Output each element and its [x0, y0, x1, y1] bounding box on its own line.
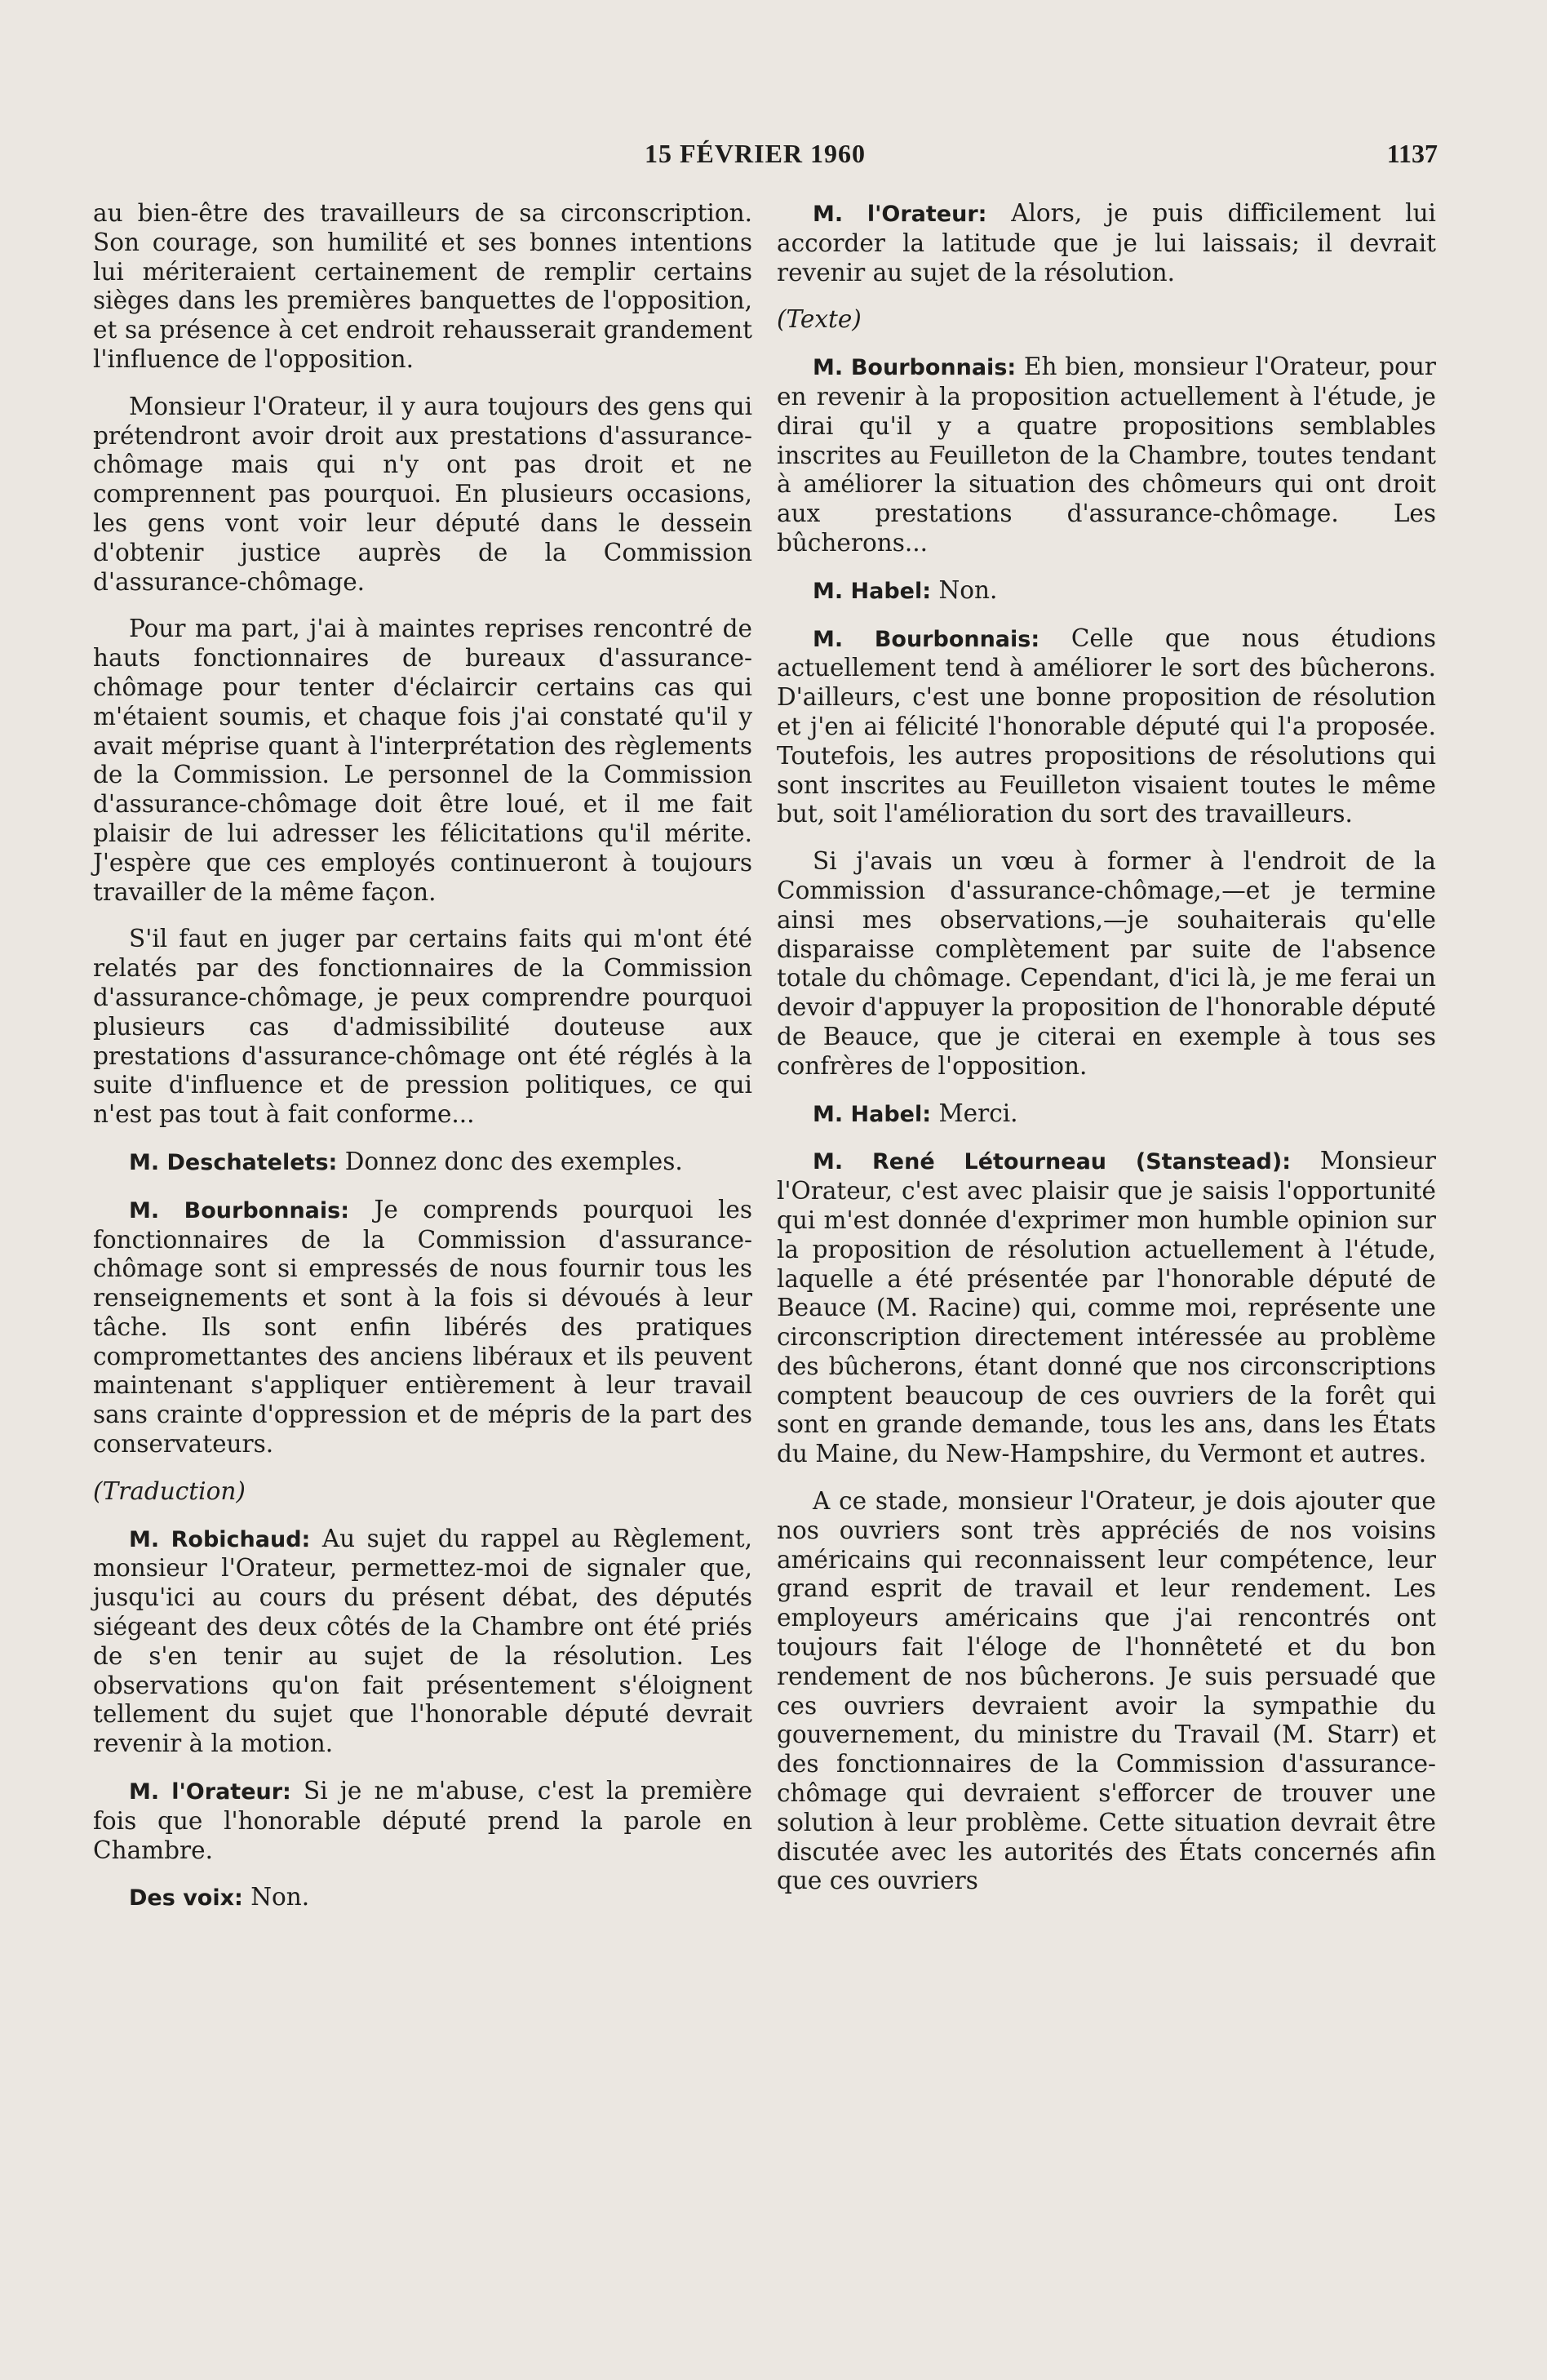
paragraph-text: au bien-être des travailleurs de sa circonscription. Son courage, son humilité et ses bonnes intentions lui mériteraient certainement de remplir certains sièges dans les premières banquettes de l'opposition, et sa présence à cet endroit rehausserait grandement l'influence de l'opposition.: [93, 199, 752, 373]
paragraph-text: Monsieur l'Orateur, c'est avec plaisir que je saisis l'opportunité qui m'est donnée d'exprimer mon humble opinion sur la proposition de résolution actuellement à l'étude, laquelle a été présentée par l'honorable député de Beauce (M. Racine) qui, comme moi, représente une circonscription directement intéressée au problème des bûcherons, étant donné que nos circonscriptions comptent beaucoup de ces ouvriers de la forêt qui sont en grande demande, tous les ans, dans les États du Maine, du New-Hampshire, du Vermont et autres.: [777, 1147, 1436, 1468]
paragraph: [93, 1525, 752, 1759]
speaker-name: M. Habel:: [813, 578, 932, 604]
paragraph-text: Non.: [250, 1883, 310, 1912]
speaker-name: M. Bourbonnais:: [813, 355, 1017, 381]
right-column: [777, 199, 1436, 1914]
speaker-name: M. l'Orateur:: [129, 1779, 291, 1805]
paragraph: [777, 1099, 1436, 1130]
paragraph-text: Pour ma part, j'ai à maintes reprises rencontré de hauts fonctionnaires de bureaux d'assurance-chômage pour tenter d'éclaircir certains cas qui m'étaient soumis, et chaque fois j'ai constaté qu'il y avait méprise quant à l'interprétation des règlements de la Commission. Le personnel de la Commission d'assurance-chômage doit être loué, et il me fait plaisir de lui adresser les félicitations qu'il mérite. J'espère que ces employés continueront à toujours travailler de la même façon.: [93, 615, 752, 906]
paragraph-text: Donnez donc des exemples.: [344, 1147, 683, 1175]
paragraph: [777, 576, 1436, 606]
paragraph: [777, 305, 1436, 335]
paragraph-text: Si j'avais un vœu à former à l'endroit de la Commission d'assurance-chômage,—et je termine ainsi mes observations,—je souhaiterais qu'elle disparaisse complètement par suite de l'absence totale du chômage. Cependant, d'ici là, je me ferai un devoir d'appuyer la proposition de l'honorable député de Beauce, que je citerai en exemple à tous ses confrères de l'opposition.: [777, 847, 1436, 1080]
paragraph-text: Au sujet du rappel au Règlement, monsieur l'Orateur, permettez-moi de signaler que, jusqu'ici au cours du présent débat, des députés siégeant des deux côtés de la Chambre ont été priés de s'en tenir au sujet de la résolution. Les observations qu'on fait présentement s'éloignent tellement du sujet que l'honorable député devrait revenir à la motion.: [93, 1524, 752, 1758]
paragraph: [93, 615, 752, 907]
paragraph: [93, 393, 752, 597]
speaker-name: M. Robichaud:: [129, 1526, 311, 1552]
left-column: [93, 199, 752, 1931]
language-note: (Traduction): [93, 1476, 246, 1505]
paragraph: [93, 1477, 752, 1507]
paragraph-text: Je comprends pourquoi les fonctionnaires de la Commission d'assurance-chômage sont si empressés de nous fournir tous les renseignements et sont à la fois si dévoués à leur tâche. Ils sont enfin libérés des pratiques compromettantes des anciens libéraux et ils peuvent maintenant s'appliquer entièrement à leur travail sans crainte d'oppression et de mépris de la part des conservateurs.: [93, 1195, 752, 1459]
speaker-name: M. Bourbonnais:: [813, 626, 1040, 652]
paragraph: [93, 1883, 752, 1913]
paragraph: [93, 1777, 752, 1865]
speaker-name: M. Bourbonnais:: [129, 1197, 350, 1223]
paragraph-text: Eh bien, monsieur l'Orateur, pour en revenir à la proposition actuellement à l'étude, je dirai qu'il y a quatre propositions semblables inscrites au Feuilleton de la Chambre, toutes tendant à améliorer la situation des chômeurs qui ont droit aux prestations d'assurance-chômage. Les bûcherons...: [777, 353, 1436, 557]
page-header: [0, 139, 1547, 175]
speaker-name: M. Deschatelets:: [129, 1149, 338, 1175]
paragraph: [777, 353, 1436, 558]
language-note: (Texte): [777, 305, 862, 334]
paragraph-text: Non.: [938, 575, 998, 604]
paragraph: [93, 1196, 752, 1459]
paragraph-text: Si je ne m'abuse, c'est la première fois que l'honorable député prend la parole en Chambre.: [93, 1777, 752, 1864]
speaker-name: Des voix:: [129, 1885, 243, 1912]
paragraph-text: Celle que nous étudions actuellement tend à améliorer le sort des bûcherons. D'ailleurs, c'est une bonne proposition de résolution et j'en ai félicité l'honorable député qui l'a proposée. Toutefois, les autres propositions de résolutions qui sont inscrites au Feuilleton visaient toutes le même but, soit l'amélioration du sort des travailleurs.: [777, 624, 1436, 828]
paragraph: [93, 1148, 752, 1178]
paragraph-text: Merci.: [938, 1099, 1018, 1127]
paragraph-text: S'il faut en juger par certains faits qui m'ont été relatés par des fonctionnaires de la Commission d'assurance-chômage, je peux comprendre pourquoi plusieurs cas d'admissibilité douteuse aux prestations d'assurance-chômage ont été réglés à la suite d'influence et de pression politiques, ce qui n'est pas tout à fait conforme...: [93, 925, 752, 1129]
paragraph: [777, 624, 1436, 830]
speaker-name: M. René Létourneau (Stanstead):: [813, 1149, 1292, 1175]
page-number: 1137: [1386, 139, 1438, 168]
page-date: 15 FÉVRIER 1960: [645, 139, 867, 168]
paragraph: [777, 847, 1436, 1081]
speaker-name: M. l'Orateur:: [813, 202, 987, 227]
paragraph: [777, 1147, 1436, 1469]
paragraph-text: Alors, je puis difficilement lui accorder la latitude que je lui laissais; il devrait revenir au sujet de la résolution.: [777, 199, 1436, 286]
speaker-name: M. Habel:: [813, 1101, 932, 1127]
paragraph-text: Monsieur l'Orateur, il y aura toujours des gens qui prétendront avoir droit aux prestations d'assurance-chômage mais qui n'y ont pas droit et ne comprennent pas pourquoi. En plusieurs occasions, les gens vont voir leur député dans le dessein d'obtenir justice auprès de la Commission d'assurance-chômage.: [93, 392, 752, 596]
paragraph: [93, 199, 752, 375]
paragraph-text: A ce stade, monsieur l'Orateur, je dois ajouter que nos ouvriers sont très appréciés de nos voisins américains qui reconnaissent leur compétence, leur grand esprit de travail et leur rendement. Les employeurs américains que j'ai rencontrés ont toujours fait l'éloge de l'honnêteté et du bon rendement de nos bûcherons. Je suis persuadé que ces ouvriers devraient avoir la sympathie du gouvernement, du ministre du Travail (M. Starr) et des fonctionnaires de la Commission d'assurance-chômage qui devraient s'efforcer de trouver une solution à leur problème. Cette situation devrait être discutée avec les autorités des États concernés afin que ces ouvriers: [777, 1487, 1436, 1895]
paragraph: [93, 925, 752, 1130]
paragraph: [777, 1487, 1436, 1896]
paragraph: [777, 199, 1436, 287]
